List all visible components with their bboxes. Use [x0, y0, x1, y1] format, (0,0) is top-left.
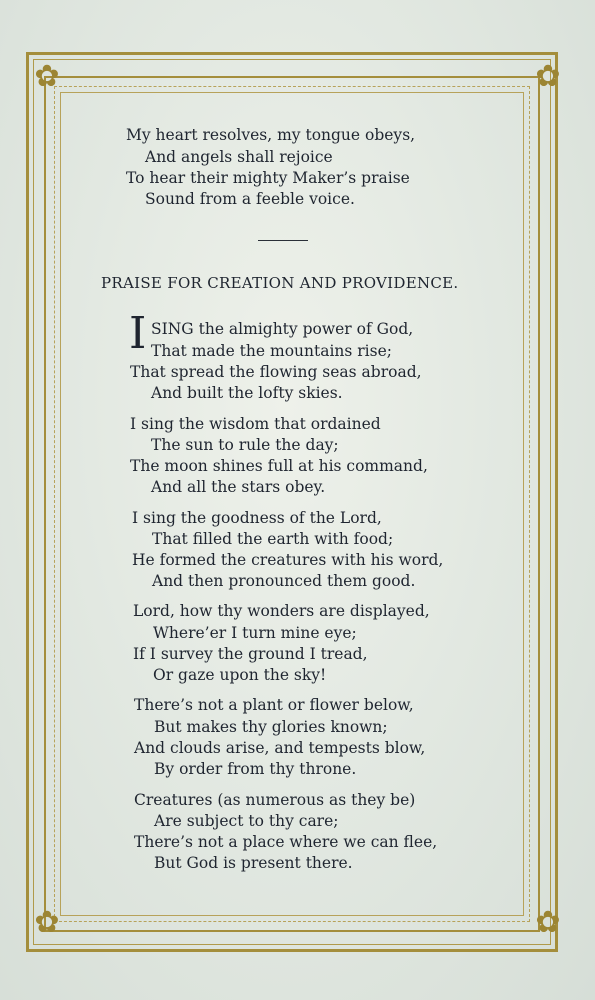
stanza4-line-3: If I survey the ground I tread, — [133, 645, 368, 663]
stanza2-line-2: The sun to rule the day; — [151, 436, 339, 454]
stanza6-line-3: There’s not a place where we can flee, — [134, 833, 438, 851]
corner-ornament-icon: ✿ — [535, 59, 561, 94]
stanza1-line-1: SING the almighty power of God, — [151, 320, 414, 338]
stanza5-line-2: But makes thy glories known; — [154, 718, 388, 736]
stanza6-line-4: But God is present there. — [154, 854, 353, 872]
intro-line-3: To hear their mighty Maker’s praise — [126, 169, 410, 187]
stanza5-line-1: There’s not a plant or flower below, — [134, 696, 414, 714]
stanza1-line-3: That spread the flowing seas abroad, — [130, 363, 422, 381]
stanza2-line-1: I sing the wisdom that ordained — [130, 415, 381, 433]
stanza1-line-4: And built the lofty skies. — [151, 384, 343, 402]
stanza1-line-2: That made the mountains rise; — [151, 342, 392, 360]
section-divider — [258, 240, 308, 241]
stanza2-line-4: And all the stars obey. — [151, 478, 326, 496]
stanza4-line-1: Lord, how thy wonders are displayed, — [133, 602, 430, 620]
stanza2-line-3: The moon shines full at his command, — [130, 457, 428, 475]
intro-line-2: And angels shall rejoice — [145, 148, 333, 166]
stanza4-line-2: Where’er I turn mine eye; — [153, 624, 357, 642]
intro-line-4: Sound from a feeble voice. — [145, 190, 355, 208]
hymn-title: PRAISE FOR CREATION AND PROVIDENCE. — [101, 274, 459, 292]
stanza3-line-2: That filled the earth with food; — [152, 530, 394, 548]
drop-cap: I — [129, 308, 147, 359]
stanza3-line-1: I sing the goodness of the Lord, — [132, 509, 382, 527]
intro-line-1: My heart resolves, my tongue obeys, — [126, 126, 416, 144]
stanza6-line-2: Are subject to thy care; — [154, 812, 339, 830]
corner-ornament-icon: ✿ — [34, 59, 60, 94]
stanza6-line-1: Creatures (as numerous as they be) — [134, 791, 416, 809]
stanza3-line-4: And then pronounced them good. — [152, 572, 416, 590]
stanza5-line-4: By order from thy throne. — [154, 760, 357, 778]
corner-ornament-icon: ✿ — [34, 905, 60, 940]
stanza4-line-4: Or gaze upon the sky! — [153, 666, 327, 684]
corner-ornament-icon: ✿ — [535, 905, 561, 940]
stanza3-line-3: He formed the creatures with his word, — [132, 551, 444, 569]
stanza5-line-3: And clouds arise, and tempests blow, — [134, 739, 426, 757]
